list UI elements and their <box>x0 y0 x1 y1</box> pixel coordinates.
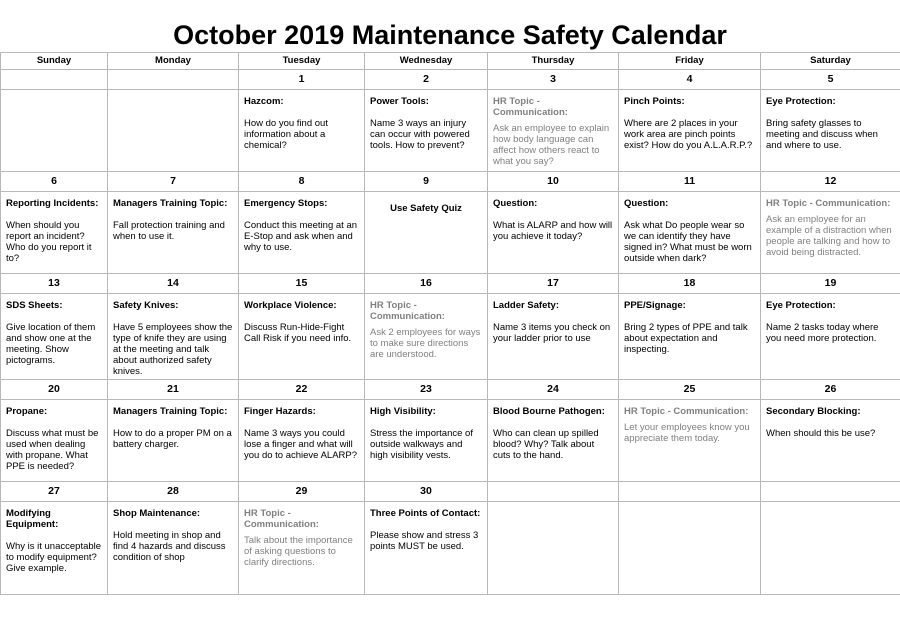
day-cell <box>1 400 108 482</box>
day-cell <box>619 192 761 274</box>
safety-topic: Finger Hazards: <box>244 406 316 417</box>
day-number: 9 <box>365 172 488 192</box>
safety-topic: Eye Protection: <box>766 96 836 107</box>
day-cell <box>365 400 488 482</box>
day-number: 30 <box>365 482 488 502</box>
day-cell <box>619 502 761 595</box>
day-number: 24 <box>488 380 619 400</box>
day-cell <box>239 90 365 172</box>
week-2-content-row <box>1 192 900 274</box>
topic-description: Bring safety glasses to meeting and discuss when and where to use. <box>766 118 878 151</box>
day-number <box>761 482 900 502</box>
safety-topic: Question: <box>624 198 669 209</box>
day-number: 13 <box>1 274 108 294</box>
safety-topic: Modifying Equipment: <box>6 508 59 530</box>
day-number: 2 <box>365 70 488 90</box>
day-cell <box>108 502 239 595</box>
safety-topic: HR Topic - Communication: <box>624 406 749 417</box>
day-number: 17 <box>488 274 619 294</box>
topic-description: Hold meeting in shop and find 4 hazards and discuss condition of shop <box>113 530 226 563</box>
day-number <box>488 482 619 502</box>
day-number: 1 <box>239 70 365 90</box>
weekday-thursday: Thursday <box>488 53 619 70</box>
safety-topic: Workplace Violence: <box>244 300 337 311</box>
safety-topic: Managers Training Topic: <box>113 198 228 209</box>
week-5-content-row <box>1 502 900 595</box>
day-cell <box>488 502 619 595</box>
day-number: 22 <box>239 380 365 400</box>
day-cell <box>239 294 365 380</box>
day-cell <box>239 400 365 482</box>
safety-topic: HR Topic - Communication: <box>493 96 568 118</box>
week-4-date-row <box>1 380 900 400</box>
safety-topic: Shop Maintenance: <box>113 508 201 519</box>
day-cell <box>619 294 761 380</box>
topic-description: Let your employees know you appreciate them today. <box>624 422 750 444</box>
day-number: 28 <box>108 482 239 502</box>
topic-description: Name 3 ways you could lose a finger and what will you do to achieve ALARP? <box>244 428 358 461</box>
day-number: 26 <box>761 380 900 400</box>
safety-topic: Hazcom: <box>244 96 284 107</box>
topic-description: Conduct this meeting at an E-Stop and ask when and why to use. <box>244 220 358 253</box>
safety-topic: SDS Sheets: <box>6 300 63 311</box>
day-cell <box>1 90 108 172</box>
day-number: 11 <box>619 172 761 192</box>
day-cell <box>108 294 239 380</box>
topic-description: Give location of them and show one at the meeting. Show pictograms. <box>6 322 96 366</box>
day-number: 10 <box>488 172 619 192</box>
day-cell <box>108 400 239 482</box>
topic-description: Why is it unacceptable to modify equipment? Give example. <box>6 541 102 574</box>
day-cell <box>761 294 900 380</box>
safety-topic: Power Tools: <box>370 96 429 107</box>
weekday-monday: Monday <box>108 53 239 70</box>
topic-description: Ask an employee to explain how body language can affect how others react to what you say? <box>493 123 610 167</box>
topic-description: Fall protection training and when to use it. <box>113 220 225 242</box>
safety-topic: PPE/Signage: <box>624 300 686 311</box>
safety-topic: HR Topic - Communication: <box>370 300 445 322</box>
day-cell <box>761 502 900 595</box>
calendar-grid <box>0 52 900 595</box>
safety-topic: Propane: <box>6 406 48 417</box>
week-5-date-row <box>1 482 900 502</box>
day-number: 5 <box>761 70 900 90</box>
safety-topic: Question: <box>493 198 538 209</box>
day-cell <box>239 192 365 274</box>
day-number <box>1 70 108 90</box>
topic-description: Discuss Run-Hide-Fight Call Risk if you need info. <box>244 322 352 344</box>
day-number <box>108 70 239 90</box>
day-cell <box>488 400 619 482</box>
topic-description: Name 3 ways an injury can occur with powered tools. How to prevent? <box>370 118 470 151</box>
day-cell <box>1 502 108 595</box>
safety-topic: Three Points of Contact: <box>370 508 481 519</box>
safety-topic: Blood Bourne Pathogen: <box>493 406 605 417</box>
day-number: 4 <box>619 70 761 90</box>
day-number: 21 <box>108 380 239 400</box>
day-cell <box>1 192 108 274</box>
topic-description: When should this be use? <box>766 428 876 439</box>
day-cell <box>488 192 619 274</box>
safety-topic: Emergency Stops: <box>244 198 328 209</box>
topic-description: How to do a proper PM on a battery charger. <box>113 428 232 450</box>
topic-description: What is ALARP and how will you achieve it today? <box>493 220 613 242</box>
day-number: 16 <box>365 274 488 294</box>
day-cell <box>619 90 761 172</box>
week-3-date-row <box>1 274 900 294</box>
calendar-title: October 2019 Maintenance Safety Calendar <box>173 20 727 50</box>
day-number: 25 <box>619 380 761 400</box>
day-number: 29 <box>239 482 365 502</box>
week-4-content-row <box>1 400 900 482</box>
topic-description: Name 3 items you check on your ladder prior to use <box>493 322 611 344</box>
safety-topic: Ladder Safety: <box>493 300 559 311</box>
day-number: 3 <box>488 70 619 90</box>
safety-topic: Managers Training Topic: <box>113 406 228 417</box>
weekday-friday: Friday <box>619 53 761 70</box>
day-cell <box>365 192 488 274</box>
topic-description: How do you find out information about a chemical? <box>244 118 328 151</box>
topic-description: Talk about the importance of asking questions to clarify directions. <box>244 535 353 568</box>
day-cell <box>488 90 619 172</box>
day-cell <box>761 192 900 274</box>
topic-description: Who can clean up spilled blood? Why? Talk about cuts to the hand. <box>493 428 599 461</box>
safety-topic: HR Topic - Communication: <box>766 198 891 209</box>
safety-topic: Reporting Incidents: <box>6 198 99 209</box>
safety-topic: Eye Protection: <box>766 300 836 311</box>
day-number: 7 <box>108 172 239 192</box>
day-cell <box>488 294 619 380</box>
day-number <box>619 482 761 502</box>
topic-description: When should you report an incident? Who do you report it to? <box>6 220 92 264</box>
week-3-content-row <box>1 294 900 380</box>
topic-description: Please show and stress 3 points MUST be used. <box>370 530 479 552</box>
day-cell <box>108 90 239 172</box>
day-number: 20 <box>1 380 108 400</box>
weekday-header-row <box>1 53 900 70</box>
weekday-wednesday: Wednesday <box>365 53 488 70</box>
day-cell <box>365 90 488 172</box>
day-cell <box>1 294 108 380</box>
day-number: 6 <box>1 172 108 192</box>
day-number: 15 <box>239 274 365 294</box>
topic-description: Ask 2 employees for ways to make sure directions are understood. <box>370 327 481 360</box>
day-number: 14 <box>108 274 239 294</box>
day-cell <box>365 502 488 595</box>
weekday-saturday: Saturday <box>761 53 900 70</box>
day-number: 23 <box>365 380 488 400</box>
day-number: 18 <box>619 274 761 294</box>
safety-topic: Safety Knives: <box>113 300 179 311</box>
safety-topic: High Visibility: <box>370 406 436 417</box>
topic-description: Have 5 employees show the type of knife they are using at the meeting and talk about authorized safety knives. <box>113 322 233 377</box>
week-1-date-row <box>1 70 900 90</box>
weekday-tuesday: Tuesday <box>239 53 365 70</box>
day-cell <box>365 294 488 380</box>
weekday-sunday: Sunday <box>1 53 108 70</box>
day-cell <box>761 90 900 172</box>
day-cell <box>239 502 365 595</box>
topic-description: Discuss what must be used when dealing with propane. What PPE is needed? <box>6 428 99 472</box>
topic-description: Stress the importance of outside walkways and high visibility vests. <box>370 428 473 461</box>
safety-topic: Use Safety Quiz <box>390 203 462 214</box>
topic-description: Ask what Do people wear so we can identify they have signed in? What must be worn outside when dark? <box>624 220 752 264</box>
week-2-date-row <box>1 172 900 192</box>
topic-description: Name 2 tasks today where you need more protection. <box>766 322 879 344</box>
topic-description: Bring 2 types of PPE and talk about expectation and inspecting. <box>624 322 748 355</box>
safety-topic: Secondary Blocking: <box>766 406 861 417</box>
week-1-content-row <box>1 90 900 172</box>
safety-topic: HR Topic - Communication: <box>244 508 319 530</box>
topic-description: Where are 2 places in your work area are pinch points exist? How do you A.L.A.R.P.? <box>624 118 753 151</box>
day-cell <box>619 400 761 482</box>
safety-topic: Pinch Points: <box>624 96 685 107</box>
day-number: 19 <box>761 274 900 294</box>
day-cell <box>108 192 239 274</box>
day-number: 8 <box>239 172 365 192</box>
day-cell <box>761 400 900 482</box>
topic-description: Ask an employee for an example of a distraction when people are talking and how to avoid being distracted. <box>766 214 892 258</box>
day-number: 27 <box>1 482 108 502</box>
day-number: 12 <box>761 172 900 192</box>
